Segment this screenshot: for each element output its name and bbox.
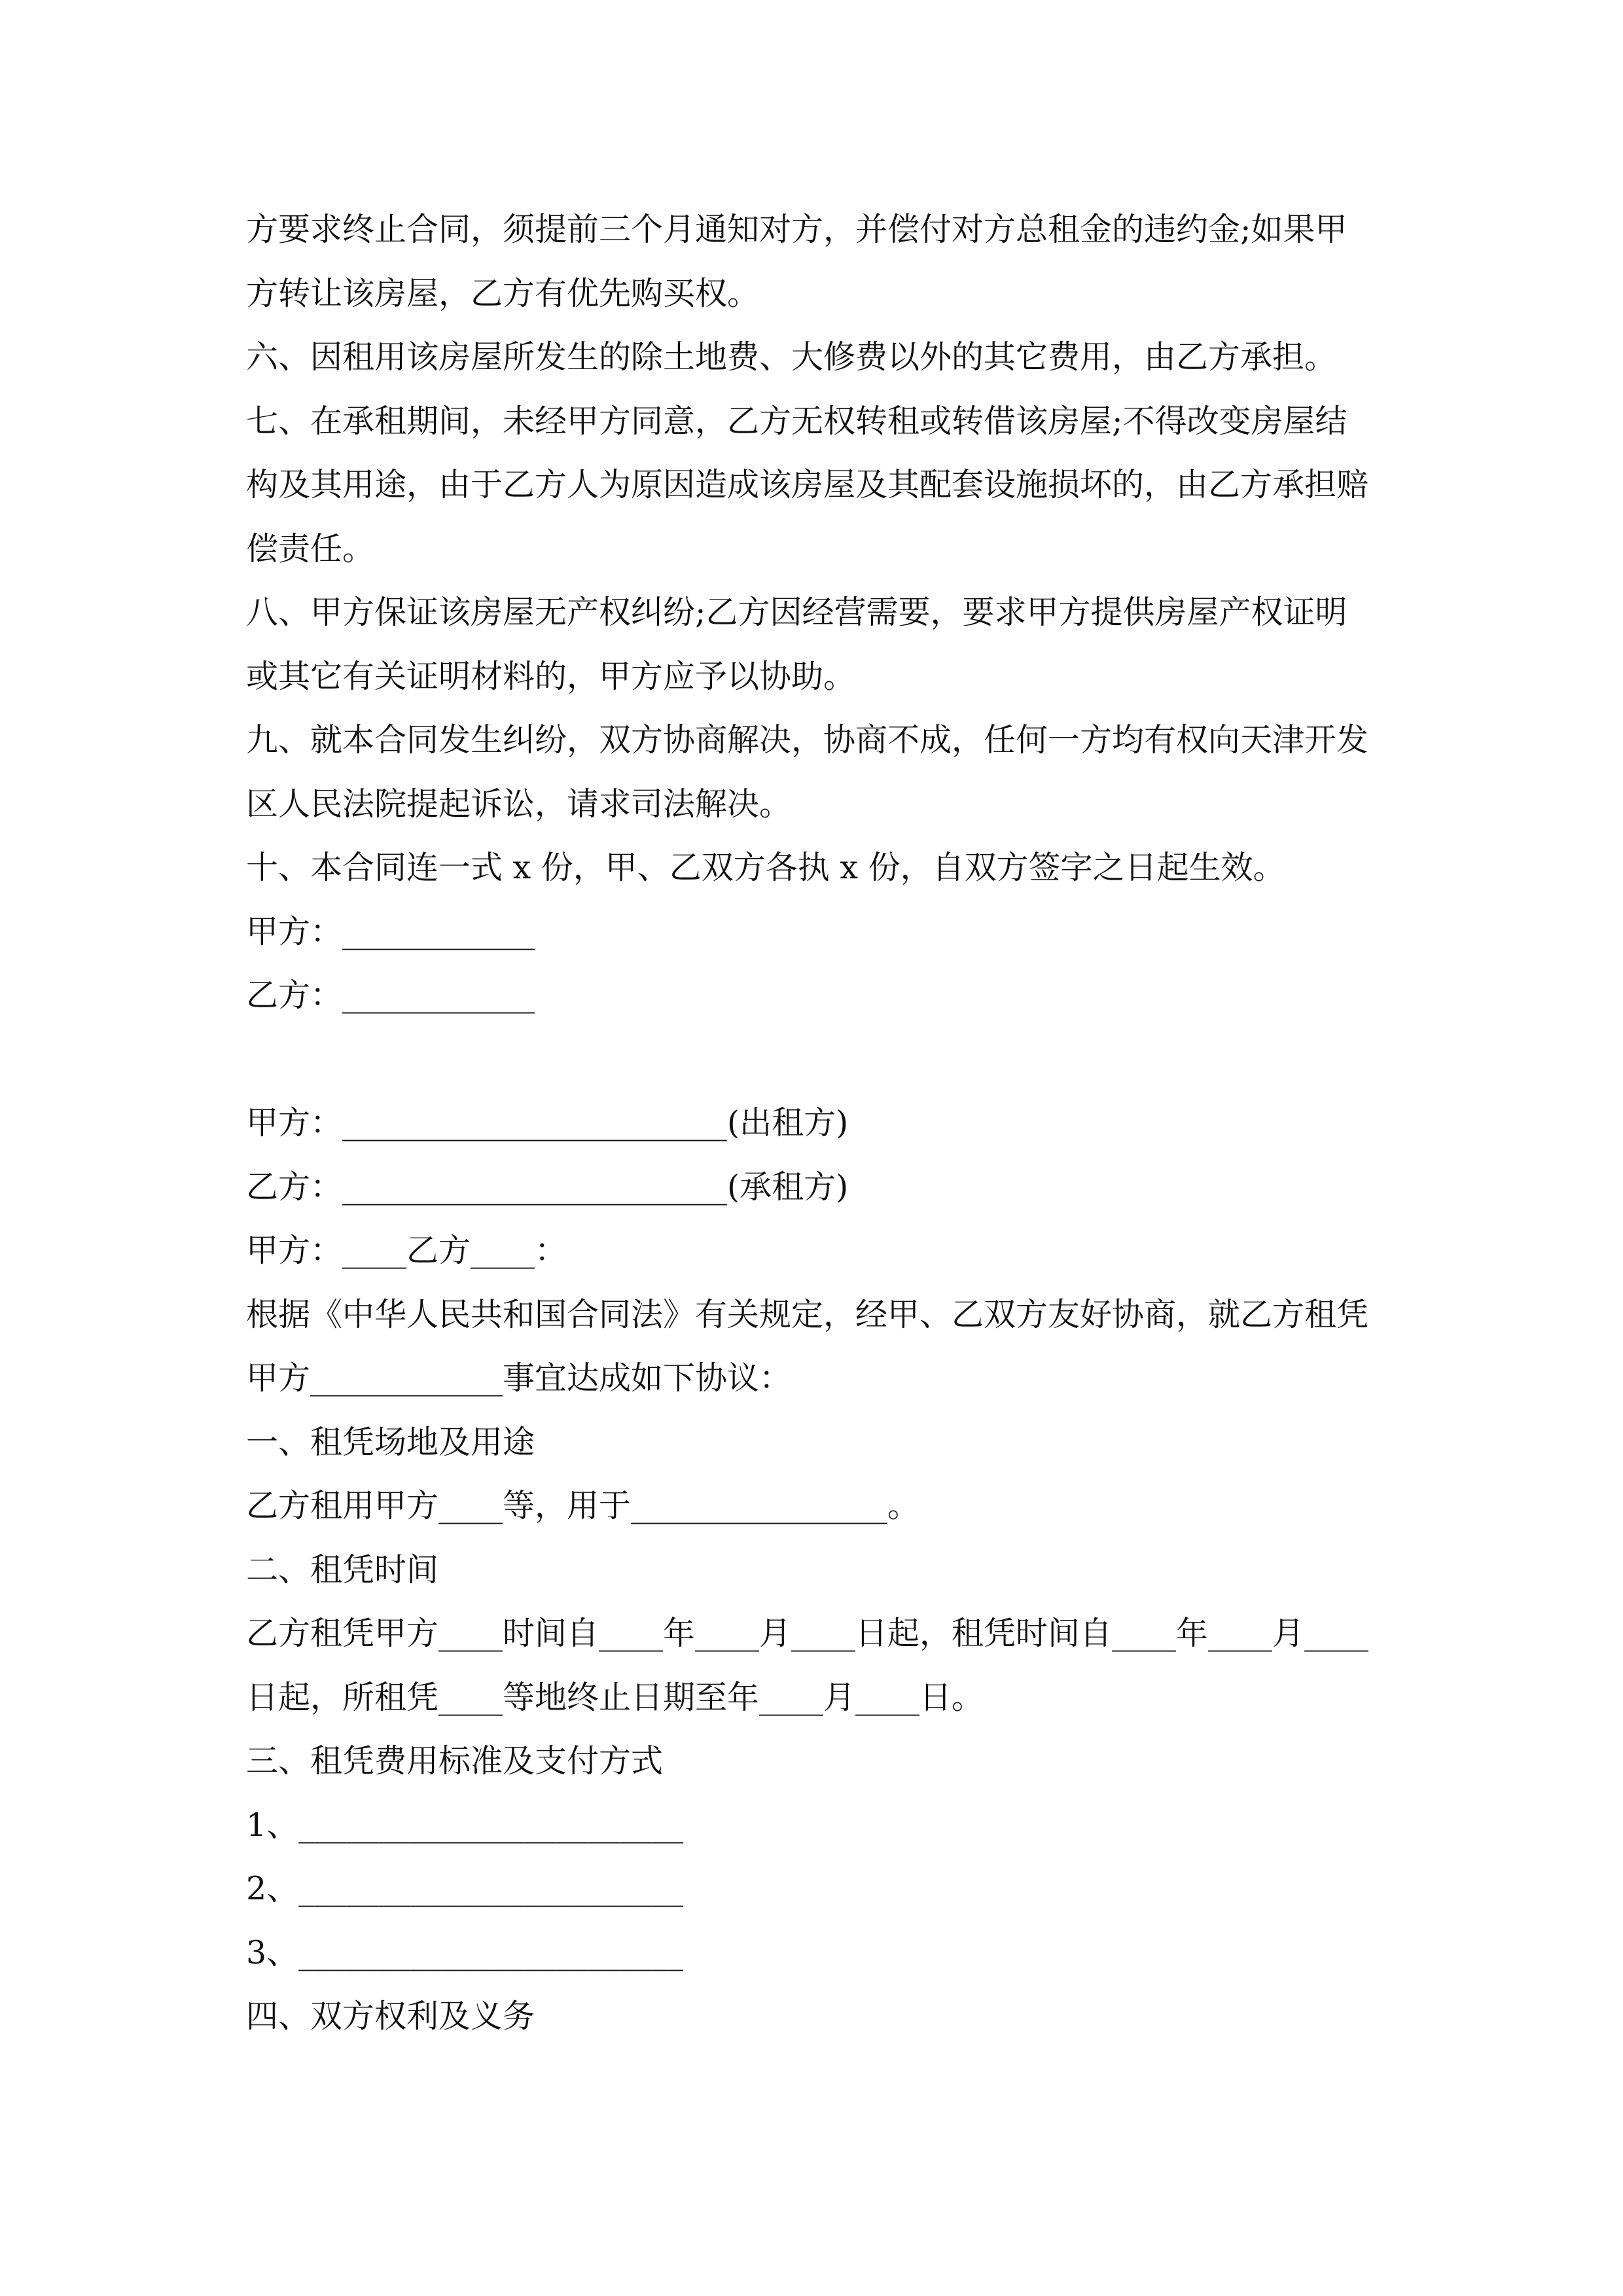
section-heading: 四、双方权利及义务 (246, 1998, 535, 2035)
clause-9: 九、就本合同发生纠纷，双方协商解决，协商不成，任何一方均有权向天津开发 (246, 721, 1369, 759)
text-line: 乙方租凭甲方____时间自____年____月____日起，租凭时间自____年____月____ (246, 1615, 1369, 1652)
list-item: 2、________________________ (246, 1870, 684, 1907)
blank-gap (246, 1028, 1385, 1092)
text-line: 日起，所租凭____等地终止日期至年____月____日。 (246, 1678, 984, 1716)
parties-line: 甲方：____乙方____： (246, 1232, 567, 1269)
text-line: 方转让该房屋，乙方有优先购买权。 (246, 274, 760, 312)
clause-10: 十、本合同连一式 x 份，甲、乙双方各执 x 份，自双方签字之日起生效。 (246, 849, 1285, 886)
section-heading: 一、租凭场地及用途 (246, 1423, 535, 1461)
list-item: 1、________________________ (246, 1806, 684, 1844)
section-heading: 三、租凭费用标准及支付方式 (246, 1742, 664, 1780)
clause-8: 八、甲方保证该房屋无产权纠纷;乙方因经营需要，要求甲方提供房屋产权证明 (246, 594, 1347, 631)
text-line: 区人民法院提起诉讼，请求司法解决。 (246, 785, 792, 823)
list-item: 3、________________________ (246, 1933, 684, 1971)
text-line: 构及其用途，由于乙方人为原因造成该房屋及其配套设施损坏的，由乙方承担赔 (246, 466, 1369, 503)
preamble: 根据《中华人民共和国合同法》有关规定，经甲、乙双方友好协商，就乙方租凭 (246, 1295, 1369, 1333)
text-line: 方要求终止合同，须提前三个月通知对方，并偿付对方总租金的违约金;如果甲 (246, 211, 1347, 248)
text-line: 偿责任。 (246, 529, 375, 567)
clause-7: 七、在承租期间，未经甲方同意，乙方无权转租或转借该房屋;不得改变房屋结 (246, 402, 1347, 440)
clause-6: 六、因租用该房屋所发生的除土地费、大修费以外的其它费用，由乙方承担。 (246, 338, 1337, 376)
text-line: 或其它有关证明材料的，甲方应予以协助。 (246, 657, 856, 695)
text-line: 甲方____________事宜达成如下协议： (246, 1359, 792, 1397)
section-heading: 二、租凭时间 (246, 1551, 439, 1588)
party-a-signature: 甲方：____________ (246, 912, 535, 950)
party-b-signature: 乙方：____________ (246, 977, 535, 1014)
party-b-lessee: 乙方：________________________(承租方) (246, 1168, 849, 1206)
text-line: 乙方租用甲方____等，用于________________。 (246, 1487, 920, 1524)
document-page (246, 198, 1385, 2049)
party-a-lessor: 甲方：________________________(出租方) (246, 1104, 849, 1141)
